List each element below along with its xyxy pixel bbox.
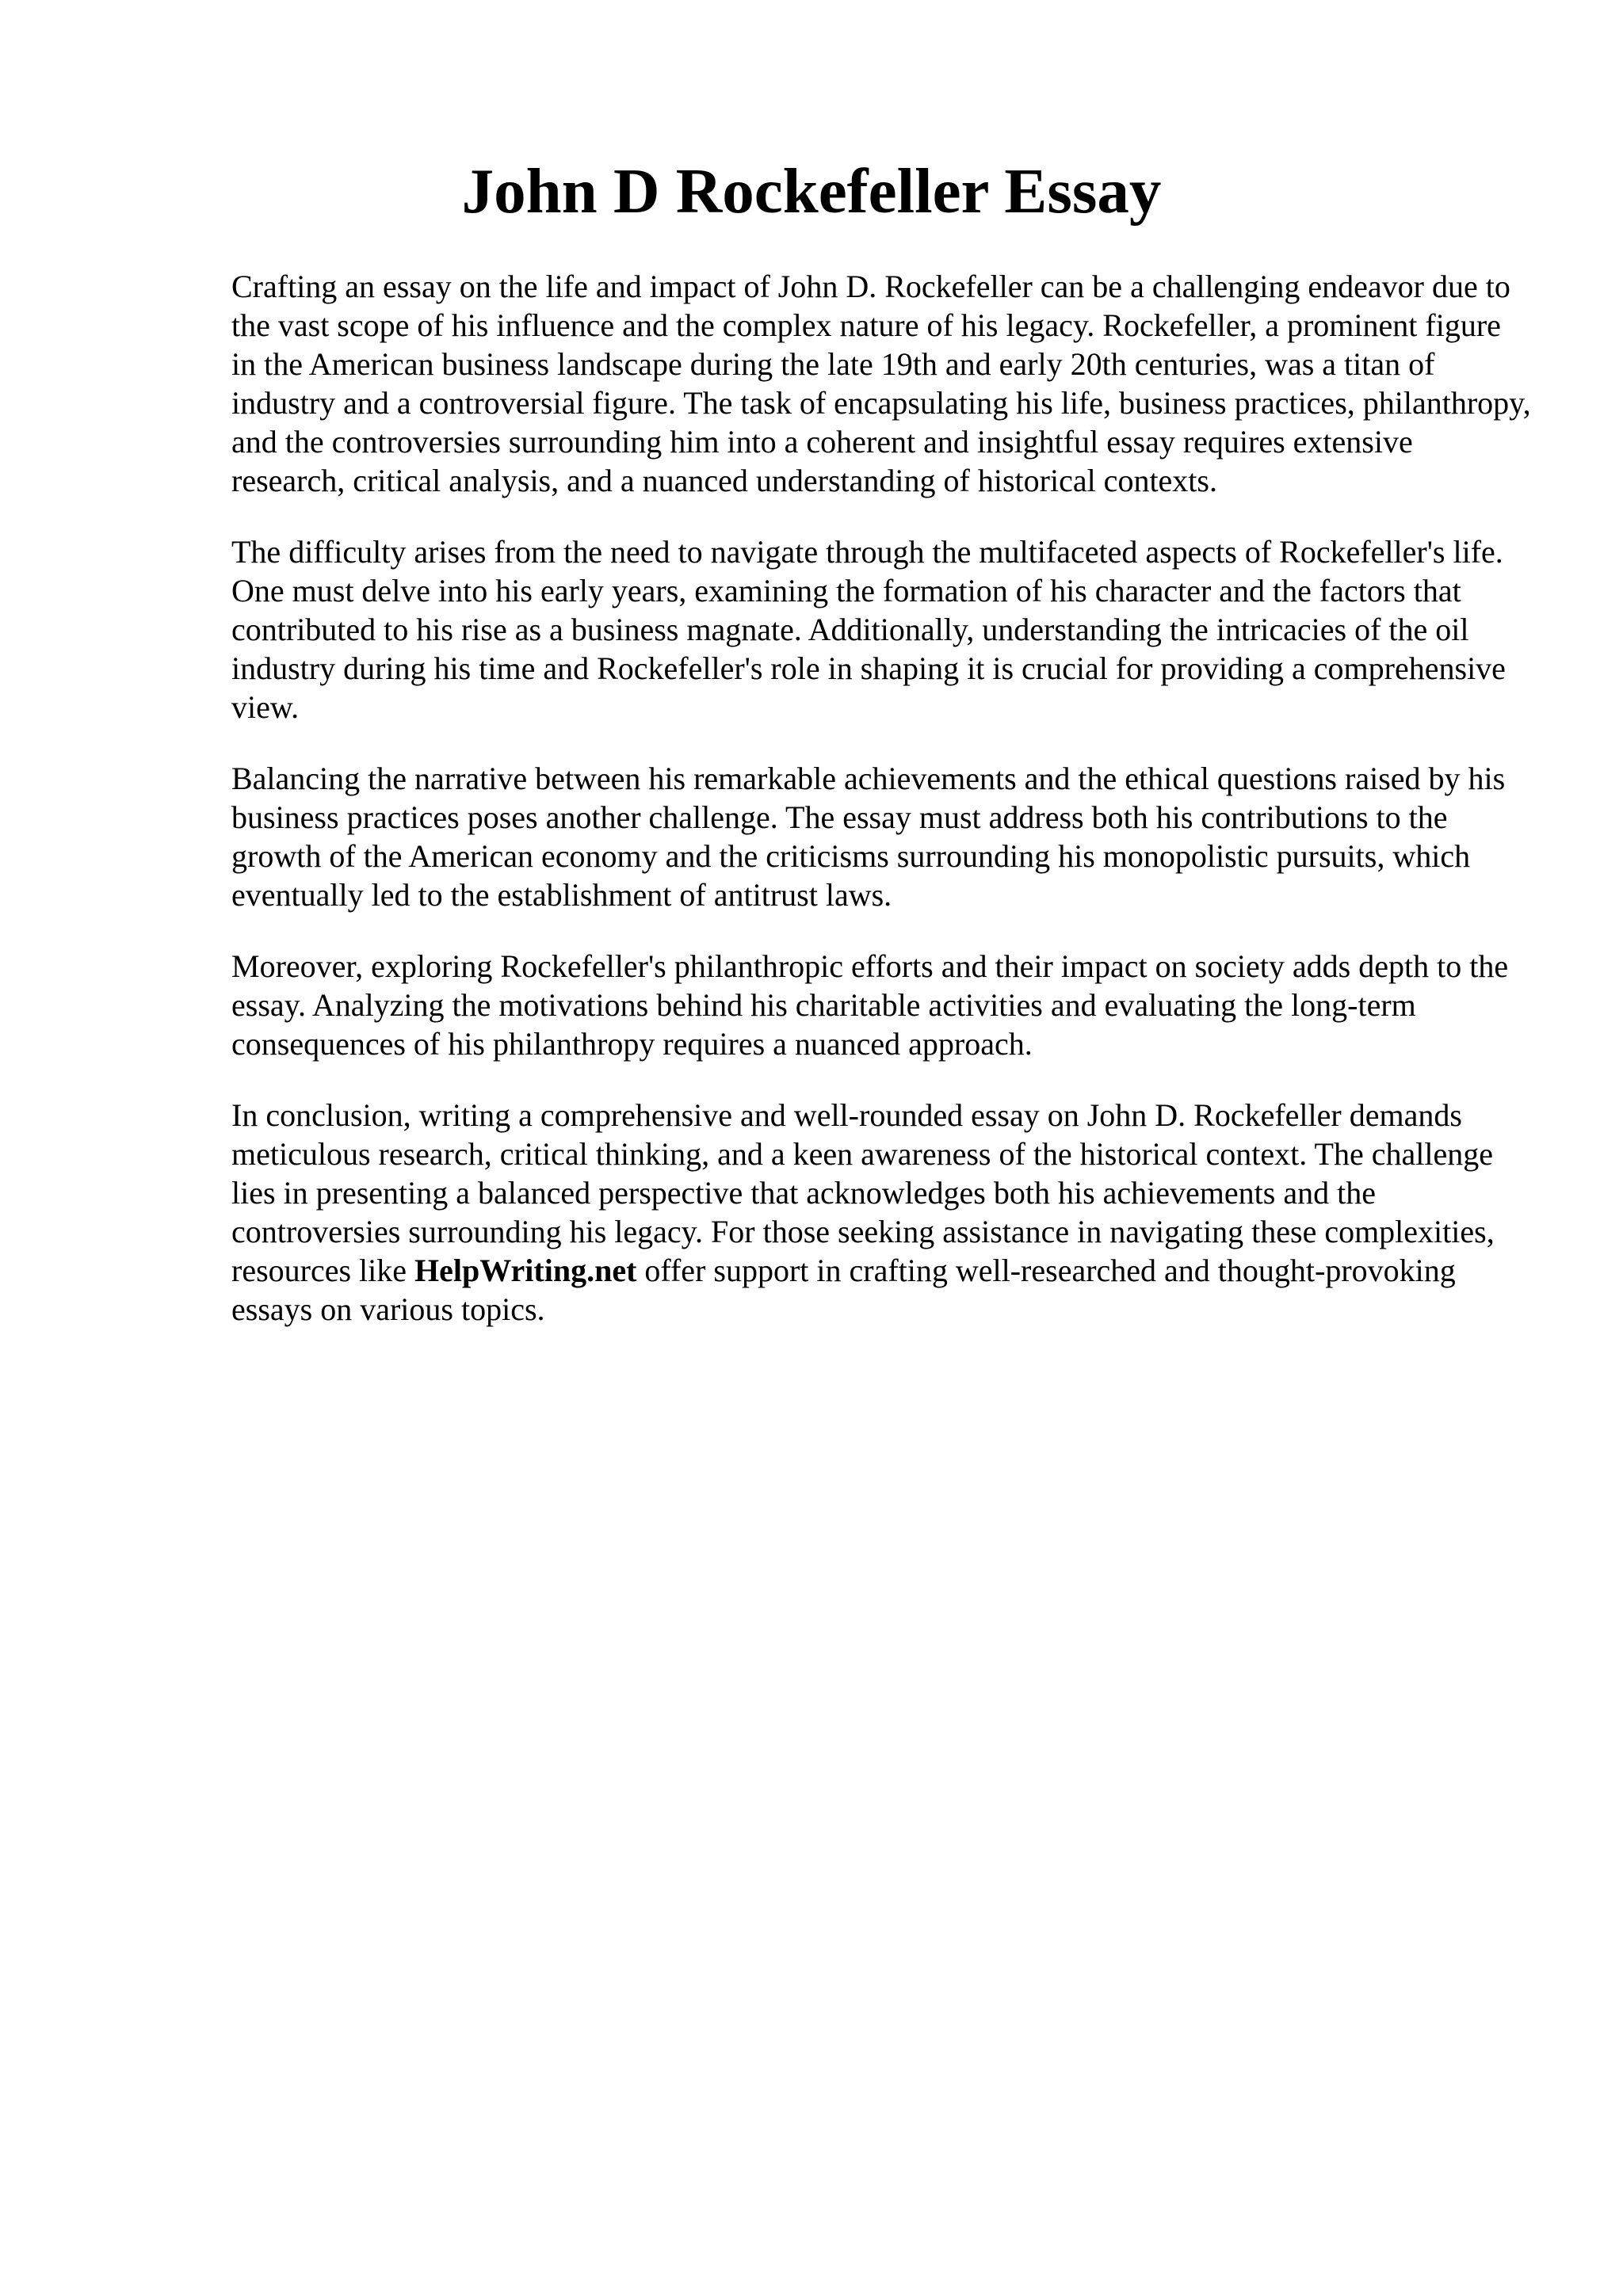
conclusion-text-start: In conclusion, writing a comprehensive and well-rounded essay on John D. Rockefeller demands meticulous research, critical thinking, and a keen awareness of the historical context. The challenge lies in presenting a balanced perspective that acknowledges both his achievements and the controversies surrounding his legacy. For those seeking assistance in navigating these complexities, resources like: [231, 1097, 1495, 1288]
paragraph-intro: Crafting an essay on the life and impact of John D. Rockefeller can be a challenging endeavor due to the vast scope of his influence and the complex nature of his legacy. Rockefeller, a prominent figure in the American business landscape during the late 19th and early 20th centuries, was a titan of industry and a controversial figure. The task of encapsulating his life, business practices, philanthropy, and the controversies surrounding him into a coherent and insightful essay requires extensive research, critical analysis, and a nuanced understanding of historical contexts.: [231, 269, 1531, 498]
paragraph-philanthropy: Moreover, exploring Rockefeller's philanthropic efforts and their impact on society adds depth to the essay. Analyzing the motivations behind his charitable activities and evaluating the long-term consequences of his philanthropy requires a nuanced approach.: [231, 948, 1509, 1062]
conclusion-text-end: offer support in crafting well-researched and thought-provoking essays on various topics.: [231, 1253, 1456, 1327]
paragraph-balance: Balancing the narrative between his remarkable achievements and the ethical questions raised by his business practices poses another challenge. The essay must address both his contributions to the growth of the American economy and the criticisms surrounding his monopolistic pursuits, which eventually led to the establishment of antitrust laws.: [231, 761, 1506, 913]
paragraph-difficulty: The difficulty arises from the need to navigate through the multifaceted aspects of Rockefeller's life. One must delve into his early years, examining the formation of his character and the factors that contributed to his rise as a business magnate. Additionally, understanding the intricacies of the oil industry during his time and Rockefeller's role in shaping it is crucial for providing a comprehensive view.: [231, 534, 1506, 725]
page-title: John D Rockefeller Essay: [461, 155, 1162, 227]
essay-body: [231, 267, 1531, 1329]
paragraph-conclusion: [231, 1096, 1531, 1329]
helpwriting-brand-link[interactable]: HelpWriting.net: [414, 1253, 637, 1288]
